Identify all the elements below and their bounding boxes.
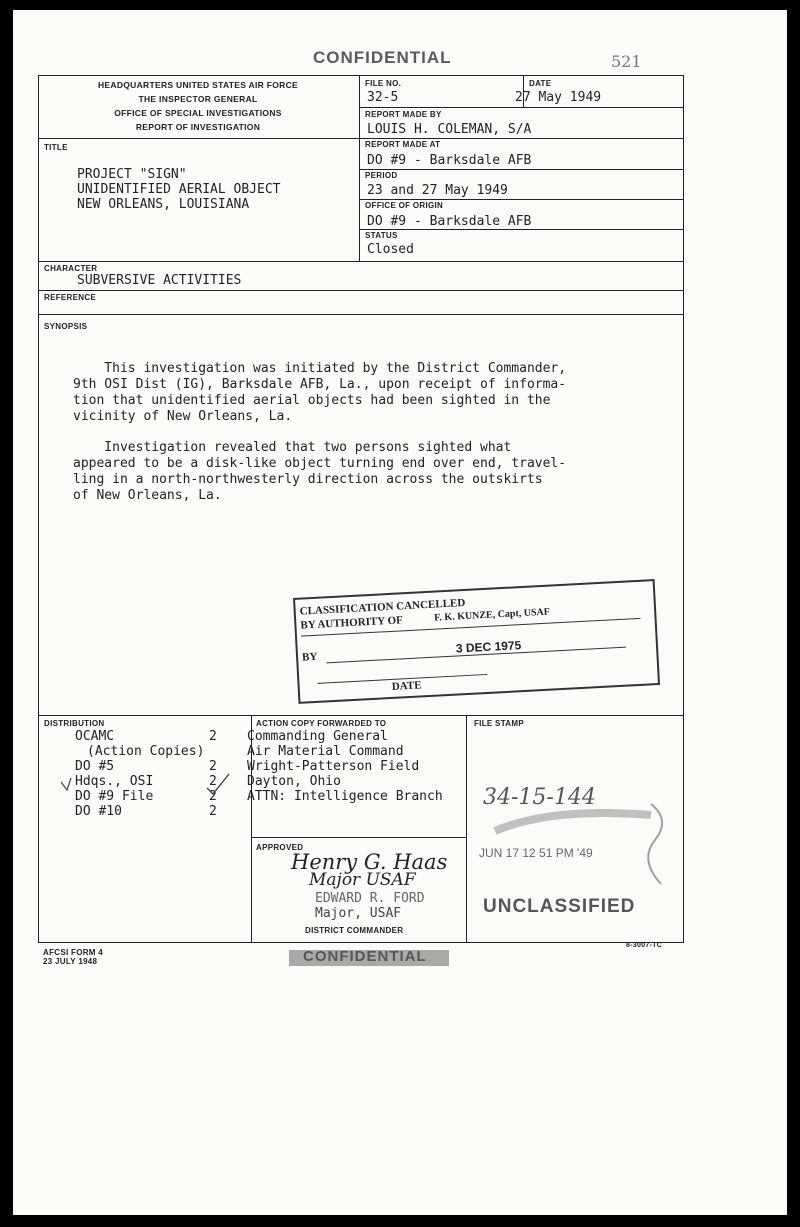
distribution-name: (Action Copies) (87, 744, 205, 759)
report-page (13, 10, 787, 1215)
report-made-by-label: REPORT MADE BY (365, 110, 442, 119)
pencil-check-marks (57, 770, 237, 800)
file-no-value: 32-5 (367, 90, 399, 105)
file-stamp-label: FILE STAMP (474, 719, 524, 728)
title-label: TITLE (44, 143, 68, 152)
character-value: SUBVERSIVE ACTIVITIES (77, 273, 242, 288)
date-label: DATE (529, 79, 552, 88)
status-value: Closed (367, 242, 414, 257)
file-stamp-number: 34-15-144 (483, 785, 596, 810)
synopsis-p2-line-4: of New Orleans, La. (73, 488, 222, 503)
report-made-at-label: REPORT MADE AT (365, 140, 441, 149)
approver-signature: Henry G. Haas (291, 850, 448, 874)
synopsis-p2-line-1: Investigation revealed that two persons sighted what (73, 440, 512, 455)
distribution-name: Hdqs., OSI (75, 774, 154, 789)
synopsis-p2-line-3: ling in a north-northwesterly direction across the outskirts (73, 472, 543, 487)
distribution-name: DO #10 (75, 804, 122, 819)
synopsis-p1-line-2: 9th OSI Dist (IG), Barksdale AFB, La., upon receipt of informa- (73, 377, 567, 392)
file-no-label: FILE NO. (365, 79, 402, 88)
classification-top: CONFIDENTIAL (313, 48, 452, 67)
synopsis-label: SYNOPSIS (44, 322, 88, 331)
header-line-2: THE INSPECTOR GENERAL (138, 94, 258, 104)
report-made-at-value: DO #9 - Barksdale AFB (367, 153, 532, 168)
period-value: 23 and 27 May 1949 (367, 183, 508, 198)
distribution-count: 2 (209, 789, 217, 804)
classification-bottom: CONFIDENTIAL (303, 948, 427, 965)
file-stamp-received: JUN 17 12 51 PM '49 (479, 846, 593, 860)
declassification-stamp (293, 579, 662, 708)
report-made-by-value: LOUIS H. COLEMAN, S/A (367, 122, 532, 137)
header-line-1: HEADQUARTERS UNITED STATES AIR FORCE (97, 80, 298, 90)
action-copy-label: ACTION COPY FORWARDED TO (256, 719, 387, 728)
period-label: PERIOD (365, 171, 398, 180)
action-copy-line: Dayton, Ohio (247, 774, 341, 789)
file-stamp-scribble (631, 800, 681, 890)
office-of-origin-label: OFFICE OF ORIGIN (365, 201, 444, 210)
stamp-officer: F. K. KUNZE, Capt, USAF (433, 606, 551, 624)
form-number: AFCSI FORM 4 (43, 948, 104, 957)
title-line-3: NEW ORLEANS, LOUISIANA (77, 197, 250, 212)
approved-label: APPROVED (256, 843, 304, 852)
approver-rank: Major, USAF (315, 906, 402, 921)
corner-note: 521 (611, 52, 642, 71)
distribution-name: OCAMC (75, 729, 115, 744)
synopsis-p1-line-1: This investigation was initiated by the District Commander, (73, 361, 567, 376)
distribution-count: 2 (209, 804, 217, 819)
distribution-count: 2 (209, 729, 217, 744)
date-value: 27 May 1949 (515, 90, 602, 105)
action-copy-list (247, 729, 443, 804)
distribution-name: DO #9 File (75, 789, 154, 804)
action-copy-line: Wright-Patterson Field (247, 759, 420, 774)
distribution-count: 2 (209, 759, 217, 774)
stamp-by-label: BY (301, 650, 318, 664)
unclassified-stamp: UNCLASSIFIED (483, 896, 636, 917)
form-code: 8-3007-TC (626, 942, 663, 949)
distribution-count: 2 (209, 774, 217, 789)
approver-signature-rank: Major USAF (309, 870, 416, 890)
action-copy-line: Air Material Command (247, 744, 404, 759)
stamp-line-1: CLASSIFICATION CANCELLED (299, 597, 466, 618)
action-copy-line: Commanding General (247, 729, 388, 744)
synopsis-p1-line-4: vicinity of New Orleans, La. (73, 409, 293, 424)
stamp-line-2: BY AUTHORITY OF (300, 614, 404, 632)
action-copy-line: ATTN: Intelligence Branch (247, 789, 443, 804)
form-date: 23 JULY 1948 (43, 957, 98, 966)
reference-label: REFERENCE (44, 293, 97, 302)
character-label: CHARACTER (44, 264, 98, 273)
distribution-label: DISTRIBUTION (44, 719, 105, 728)
distribution-name: DO #5 (75, 759, 115, 774)
stamp-date-value: 3 DEC 1975 (455, 638, 522, 656)
synopsis-paragraph-1 (73, 361, 678, 425)
header-line-3: OFFICE OF SPECIAL INVESTIGATIONS (114, 108, 282, 118)
synopsis-paragraph-2 (73, 440, 678, 504)
header-line-4: REPORT OF INVESTIGATION (135, 122, 261, 132)
approver-name: EDWARD R. FORD (315, 891, 425, 906)
synopsis-p1-line-3: tion that unidentified aerial objects had been sighted in the (73, 393, 551, 408)
approver-title: DISTRICT COMMANDER (305, 926, 404, 935)
synopsis-p2-line-2: appeared to be a disk-like object turning end over end, travel- (73, 456, 567, 471)
title-line-2: UNIDENTIFIED AERIAL OBJECT (77, 182, 281, 197)
status-label: STATUS (365, 231, 398, 240)
stamp-date-label: DATE (391, 679, 422, 693)
title-line-1: PROJECT "SIGN" (77, 167, 187, 182)
office-of-origin-value: DO #9 - Barksdale AFB (367, 214, 532, 229)
